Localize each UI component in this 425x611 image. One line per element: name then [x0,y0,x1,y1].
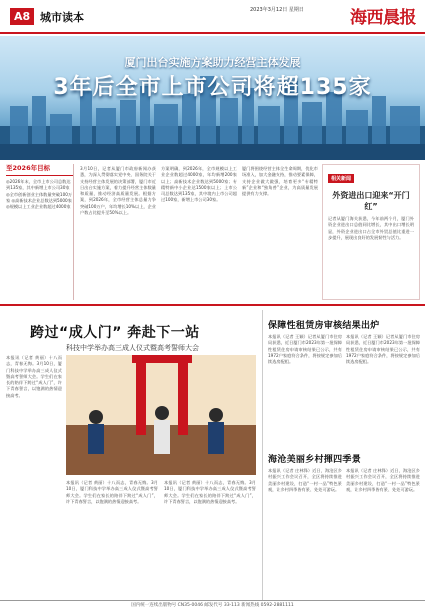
story-body: 本报讯（记者 黄丽）十八而志，青春无悔。3月10日，厦门科技中学举办高三成人仪式暨高考誓师大会。学生们在家长的陪伴下跨过“成人门”，许下青春誓言，以饱满的热情迎接高考。 [6,355,62,398]
masthead-logo: 海西晨报 [350,8,416,28]
village-story-body-2: 本报讯（记者 庄林锋）近日，海沧区乡村振兴工作会议召开，全区将持续推进美丽乡村建设，打造“一村一品”特色景观，让乡村四季皆有景、处处可游玩。 [346,468,420,492]
related-news-box [322,164,420,300]
section-divider [0,304,425,306]
housing-story-title: 保障性租赁房审核结果出炉 [268,321,380,331]
article-column-2: 方案明确，到2026年，全市规模以上工业企业数超过4000家，年均新增200家以上；高新技术企业数达到5000家；专精特新中小企业达1500家以上；上市公司总数达到135家，其中境内上市公司超过100家，新增上市公司30家。 [161,166,237,203]
article-column-1: 3月10日，记者从厦门市政府新闻办获悉，为深入贯彻落实党中央、国务院关于支持经营主体发展的决策部署，厦门市近日出台实施方案，着力提升经营主体数量和质量，推动经济高质量发展。根据方案，到2026年，全市经营主体总量力争突破100万户，年均增长10%以上，企业户数占比提升至50%以上。 [80,166,156,216]
ceremony-photo-image [66,355,256,475]
page-footer: 国内统一连续出版物号 CN35-0046 邮发代号 33-113 新闻热线 0592-2881111 [0,600,425,611]
hero-kicker: 厦门出台实施方案助力经营主体发展 [124,56,301,69]
village-story-body: 本报讯（记者 庄林锋）近日，海沧区乡村振兴工作会议召开，全区将持续推进美丽乡村建设，打造“一村一品”特色景观，让乡村四季皆有景、处处可游玩。 [268,468,342,492]
hero-headline: 3年后全市上市公司将超135家 [53,75,372,100]
story-subtitle: 科技中学举办高三成人仪式暨高考誓师大会 [66,344,199,352]
sidebar-rule [6,175,73,176]
sidebar-title: 至2026年目标 [6,164,51,172]
article-column-3: 厦门将围绕经营主体全生命周期，优化市场准入，加大金融支持，推动要素保障，支持企业做大做强，培育更多“专精特新”企业和“独角兽”企业，为高质量发展提供有力支撑。 [242,166,318,197]
related-news-tag: 相关新闻 [328,174,354,183]
section-name: 城市读本 [40,11,84,24]
related-news-title: 外资进出口迎来“开门红” [332,191,410,211]
page-number: A8 [10,8,34,25]
village-story-title: 海沧美丽乡村揮四季景 [268,455,362,465]
goals-sidebar [6,164,74,300]
page-header [0,0,425,34]
story-body-continued: 本报讯（记者 黄丽）十八而志，青春无悔。3月10日，厦门科技中学举办高三成人仪式暨高考誓师大会。学生们在家长的陪伴下跨过“成人门”，许下青春誓言，以饱满的热情迎接高考。 [66,480,158,504]
column-divider [262,310,263,600]
hero-banner [0,36,425,160]
housing-story-body: 本报讯（记者 王颖）记者从厦门市住房局获悉，近日厦门市2023年第一批保障性租赁住房申请审核结果已公示，共有1972户家庭符合条件，将按规定参加后续选房配租。 [268,334,342,365]
sidebar-body: ◎2026年末，全市上市公司总数达到135家，其中新增上市公司30家 ◎全市创新创业主体数量突破100万家 ◎高新技术企业总数达到5000家 ◎规模以上工业企业数超过4000家 [6,179,73,210]
story-title: 跨过“成人门” 奔赴下一站 [30,325,200,341]
ceremony-photo [66,355,256,475]
related-news-body: 记者从厦门海关获悉，今年前两个月，厦门外资企业进出口总值同比增长，其中出口增长明显，外资企业进出口占全市外贸总值比重进一步提升，展现出良好的发展韧性与活力。 [328,216,414,240]
story-body-continued-2: 本报讯（记者 黄丽）十八而志，青春无悔。3月10日，厦门科技中学举办高三成人仪式暨高考誓师大会。学生们在家长的陪伴下跨过“成人门”，许下青春誓言，以饱满的热情迎接高考。 [164,480,256,504]
housing-story-body-2: 本报讯（记者 王颖）记者从厦门市住房局获悉，近日厦门市2023年第一批保障性租赁住房申请审核结果已公示，共有1972户家庭符合条件，将按规定参加后续选房配租。 [346,334,420,365]
date-line: 2023年3月12日 星期日 [250,7,304,13]
